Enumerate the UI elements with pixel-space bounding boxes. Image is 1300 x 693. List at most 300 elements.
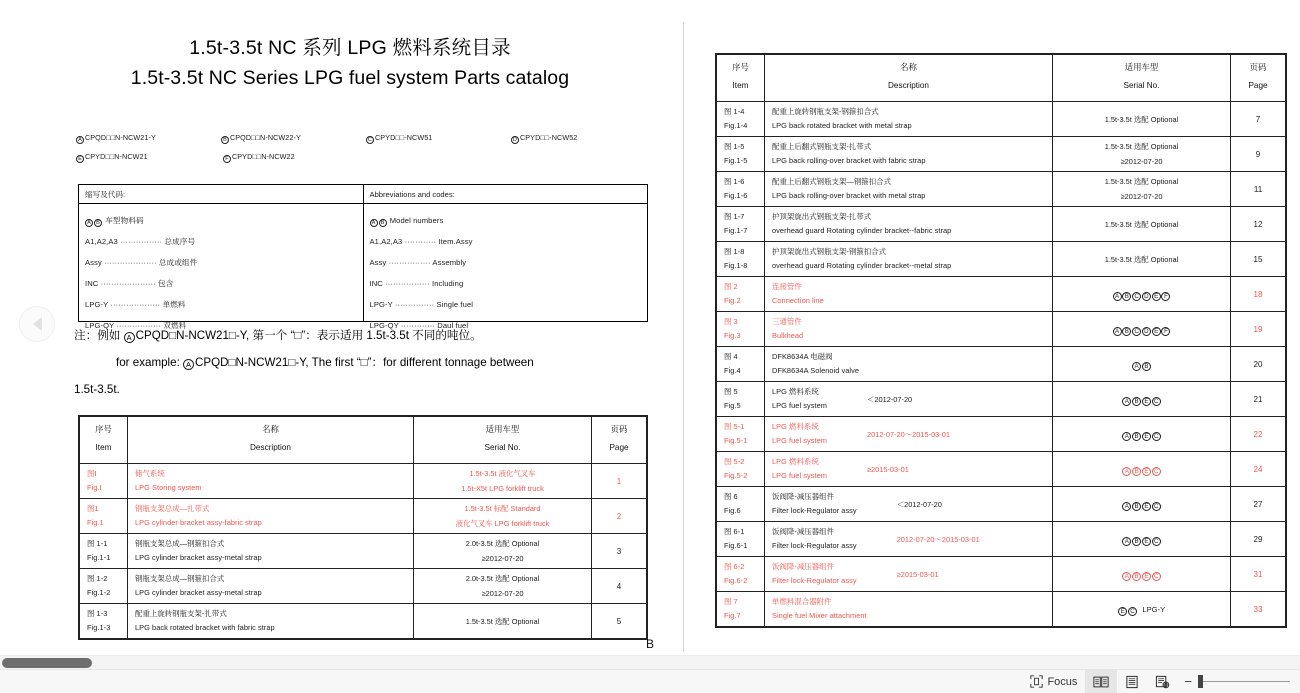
cell-serial-no bbox=[414, 604, 592, 639]
description-en: overhead guard Rotating cylinder bracket--metal strap bbox=[772, 261, 952, 270]
circled-letter-c-icon: C bbox=[1152, 502, 1161, 511]
cell-page-number: 24 bbox=[1231, 452, 1286, 487]
item-cn: 图Ⅰ bbox=[87, 469, 97, 478]
cell-serial-no bbox=[414, 569, 592, 604]
column-header-cn: 适用车型 bbox=[1124, 61, 1159, 72]
print-layout-button[interactable] bbox=[1117, 670, 1147, 693]
model-code-item bbox=[76, 152, 223, 163]
item-cn: 图 5-1 bbox=[724, 422, 745, 431]
model-code-item bbox=[223, 152, 370, 163]
item-en: Fig.1-1 bbox=[87, 553, 111, 562]
cell-serial-no bbox=[414, 534, 592, 569]
serial-circled-letters bbox=[1053, 497, 1230, 512]
note-line2-prefix: for example: bbox=[116, 356, 184, 369]
cell-page-number: 9 bbox=[1231, 137, 1286, 172]
cell-description bbox=[128, 604, 414, 639]
note-block bbox=[74, 322, 654, 403]
cell-item bbox=[717, 172, 765, 207]
web-layout-button[interactable] bbox=[1147, 670, 1178, 693]
description-en: LPG fuel system bbox=[772, 401, 827, 410]
catalog-table bbox=[79, 416, 647, 639]
description-en: LPG cylinder bracket assy-fabric strap bbox=[135, 518, 262, 527]
circled-letter-c-icon: C bbox=[1132, 292, 1141, 301]
serial-circled-letters bbox=[1053, 427, 1230, 442]
cell-page-number: 33 bbox=[1231, 592, 1286, 627]
cell-description bbox=[765, 382, 1053, 417]
description-cn: 配重上后翻式钢瓶支架-扎带式 bbox=[772, 142, 872, 151]
cell-serial-no bbox=[1053, 172, 1231, 207]
model-code-text: CPYD□□N-NCW22 bbox=[232, 152, 295, 161]
note-line2-text: CPQD□N-NCW21□-Y, The first “□”：for different tonnage between bbox=[195, 356, 534, 369]
cell-page-number: 22 bbox=[1231, 417, 1286, 452]
cell-item bbox=[717, 242, 765, 277]
cell-page-number: 18 bbox=[1231, 277, 1286, 312]
abbrev-header-cn: 缩写及代码: bbox=[79, 185, 363, 204]
cell-page-number: 5 bbox=[592, 604, 647, 639]
table-row bbox=[717, 137, 1286, 172]
serial-line-1: 2.0t-3.5t 选配 Optional bbox=[465, 574, 540, 583]
serial-line-1: 1.5t-3.5t 选配 Optional bbox=[1104, 219, 1179, 229]
circled-letter-c-icon: C bbox=[1152, 537, 1161, 546]
read-mode-button[interactable] bbox=[1085, 670, 1117, 693]
column-header-en: Item bbox=[95, 442, 112, 452]
model-code-row bbox=[76, 152, 656, 171]
circled-letter-f-icon: F bbox=[223, 155, 231, 163]
cell-serial-no bbox=[414, 464, 592, 499]
focus-icon bbox=[1030, 675, 1043, 688]
circled-letter-a-icon-2: A bbox=[183, 359, 194, 370]
item-cn: 图 6-1 bbox=[724, 527, 745, 536]
cell-page-number: 19 bbox=[1231, 312, 1286, 347]
cell-item bbox=[80, 464, 128, 499]
item-cn: 图 6 bbox=[724, 492, 738, 501]
item-en: Fig.1-2 bbox=[87, 588, 111, 597]
description-cn: 连接管件 bbox=[772, 282, 802, 291]
description-en: Filter lock-Regulator assy bbox=[772, 541, 857, 550]
item-en: Fig.5-2 bbox=[724, 471, 748, 480]
table-row bbox=[717, 242, 1286, 277]
description-date-range: ＜2012-07-20 bbox=[866, 394, 913, 404]
description-en: LPG Storing system bbox=[135, 483, 202, 492]
cell-item bbox=[717, 312, 765, 347]
circled-letter-e-icon: E bbox=[1152, 327, 1161, 336]
item-en: Fig.4 bbox=[724, 366, 741, 375]
description-date-range: 2012-07-20～2015-03-01 bbox=[866, 429, 950, 439]
table-row bbox=[717, 347, 1286, 382]
description-cn: LPG 燃料系统 bbox=[772, 422, 819, 431]
catalog-title bbox=[60, 33, 640, 93]
cell-description bbox=[765, 487, 1053, 522]
focus-label: Focus bbox=[1047, 675, 1078, 688]
item-cn: 图 1-5 bbox=[724, 142, 745, 151]
circled-letter-c-icon: C bbox=[367, 137, 373, 143]
cell-description bbox=[765, 102, 1053, 137]
description-date-range: ≥2015-03-01 bbox=[866, 464, 909, 474]
table-row bbox=[717, 312, 1286, 347]
circled-letter-e-icon: E bbox=[1142, 572, 1151, 581]
column-header-en: Description bbox=[888, 80, 929, 90]
serial-line-2: ≥2012-07-20 bbox=[1120, 157, 1163, 166]
item-en: Fig.1-7 bbox=[724, 226, 748, 235]
cell-serial-no bbox=[1053, 417, 1231, 452]
abbreviations-column-en bbox=[364, 185, 648, 330]
circled-letter-a-icon: A bbox=[1122, 397, 1131, 406]
serial-line-2: ≥2012-07-20 bbox=[481, 554, 524, 563]
column-header-cn: 页码 bbox=[1249, 61, 1267, 72]
table-row bbox=[717, 207, 1286, 242]
description-en: Single fuel Mixer attachment bbox=[772, 611, 867, 620]
abbrev-line bbox=[370, 210, 648, 231]
cell-description bbox=[765, 207, 1053, 242]
note-line-1 bbox=[74, 322, 654, 349]
description-cn: 钢瓶支架总成—钢箍扣合式 bbox=[135, 539, 225, 548]
serial-line-1: 1.5t-3.5t 液化气叉车 bbox=[469, 469, 536, 478]
cell-item bbox=[717, 277, 765, 312]
circled-letter-a-icon: A bbox=[1122, 467, 1131, 476]
abbreviations-table bbox=[78, 184, 648, 330]
description-cn: 护顶架旋出式钢瓶支架-钢箍扣合式 bbox=[772, 247, 887, 256]
description-cn: DFK8634A 电磁阀 bbox=[772, 352, 833, 361]
item-cn: 图 2 bbox=[724, 282, 738, 291]
serial-suffix: LPG-Y bbox=[1142, 604, 1166, 614]
cell-serial-no bbox=[1053, 592, 1231, 627]
item-cn: 图 1-4 bbox=[724, 107, 745, 116]
circled-letter-a-icon: A bbox=[1122, 537, 1131, 546]
table-row bbox=[717, 487, 1286, 522]
item-en: Fig.7 bbox=[724, 611, 741, 620]
cell-page-number: 27 bbox=[1231, 487, 1286, 522]
cell-serial-no bbox=[1053, 522, 1231, 557]
item-cn: 图 3 bbox=[724, 317, 738, 326]
item-en: Fig.5-1 bbox=[724, 436, 748, 445]
cell-description bbox=[765, 417, 1053, 452]
cell-item bbox=[717, 417, 765, 452]
circled-letter-e-icon: E bbox=[1142, 432, 1151, 441]
cell-description bbox=[128, 499, 414, 534]
description-cn: 饭阀降-减压器组件 bbox=[772, 492, 835, 501]
item-en: Fig.1 bbox=[87, 518, 104, 527]
serial-line-2: 1.5t-X5t LPG forklift truck bbox=[461, 484, 544, 493]
item-en: Fig.6 bbox=[724, 506, 741, 515]
serial-line-2: ≥2012-07-20 bbox=[481, 589, 524, 598]
cell-description bbox=[128, 464, 414, 499]
cell-page-number: 3 bbox=[592, 534, 647, 569]
abbreviations-column-cn bbox=[79, 185, 364, 330]
catalog-table-left bbox=[78, 415, 648, 640]
circled-letter-b-icon: B bbox=[94, 219, 102, 227]
model-code-row bbox=[76, 133, 656, 152]
table-row bbox=[80, 534, 647, 569]
column-header-description bbox=[765, 55, 1053, 102]
cell-description bbox=[128, 534, 414, 569]
circled-letter-e-icon: E bbox=[1142, 397, 1151, 406]
item-en: Fig.2 bbox=[724, 296, 741, 305]
description-cn: 三通管件 bbox=[772, 317, 802, 326]
serial-line-1: 1.5t-3.5t 选配 Optional bbox=[1104, 177, 1179, 186]
column-header-item bbox=[717, 55, 765, 102]
web-layout-icon bbox=[1155, 675, 1170, 689]
table-header-row bbox=[80, 417, 647, 464]
description-cn: 单燃料混合器附件 bbox=[772, 597, 832, 606]
column-header-serial-no bbox=[414, 417, 592, 464]
serial-line-1: 1.5t-3.5t 标配 Standard bbox=[464, 504, 541, 513]
cell-serial-no bbox=[1053, 277, 1231, 312]
circled-letter-a-icon: A bbox=[370, 219, 378, 227]
serial-line-1: 1.5t-3.5t 选配 Optional bbox=[1104, 114, 1179, 124]
table-row bbox=[80, 499, 647, 534]
model-code-text: CPQD□□N-NCW21-Y bbox=[85, 133, 156, 142]
cell-item bbox=[80, 569, 128, 604]
cell-item bbox=[717, 382, 765, 417]
model-code-item bbox=[511, 133, 656, 144]
serial-circled-letters bbox=[1053, 322, 1230, 337]
circled-letter-c-icon: C bbox=[1152, 572, 1161, 581]
item-cn: 图 1-6 bbox=[724, 177, 745, 186]
circled-letter-b-icon: B bbox=[379, 219, 387, 227]
description-cn: LPG 燃料系统 bbox=[772, 387, 819, 396]
cell-description bbox=[765, 452, 1053, 487]
serial-line-1: 1.5t-3.5t 选配 Optional bbox=[1104, 142, 1179, 151]
column-header-serial-no bbox=[1053, 55, 1231, 102]
serial-line-2: ≥2012-07-20 bbox=[1120, 192, 1163, 201]
item-en: Fig.1-3 bbox=[87, 623, 111, 632]
description-cn: 饭阀降-减压器组件 bbox=[772, 562, 835, 571]
circled-letter-f-icon: F bbox=[1161, 292, 1170, 301]
page-number-label: B bbox=[645, 637, 654, 651]
item-cn: 图 1-1 bbox=[87, 539, 108, 548]
abbrev-header-en: Abbreviations and codes: bbox=[364, 185, 648, 204]
circled-letter-a-icon: A bbox=[1113, 292, 1122, 301]
cell-item bbox=[717, 557, 765, 592]
description-en: Connection line bbox=[772, 296, 824, 305]
table-row bbox=[717, 417, 1286, 452]
circled-letter-b-icon: B bbox=[1142, 362, 1151, 371]
table-row bbox=[717, 172, 1286, 207]
serial-circled-letters bbox=[1053, 287, 1230, 302]
cell-description bbox=[765, 312, 1053, 347]
model-code-text: CPYD□□-NCW51 bbox=[375, 133, 433, 142]
cell-page-number: 15 bbox=[1231, 242, 1286, 277]
description-date-range: ＜2012-07-20 bbox=[896, 499, 942, 509]
circled-letter-b-icon: B bbox=[1132, 467, 1141, 476]
abbrev-line: A1,A2,A3 ············ Item.Assy bbox=[369, 237, 473, 246]
cell-page-number: 2 bbox=[592, 499, 647, 534]
note-line-2 bbox=[74, 349, 654, 376]
description-cn: 配重上后翻式钢瓶支架—钢箍扣合式 bbox=[772, 177, 892, 186]
column-header-item bbox=[80, 417, 128, 464]
description-cn: 配重上旋转钢瓶支架-扎带式 bbox=[135, 609, 227, 618]
circled-letter-b-icon: B bbox=[1132, 397, 1141, 406]
circled-letter-c-icon: C bbox=[1132, 327, 1141, 336]
column-header-en: Description bbox=[250, 442, 291, 452]
cell-item bbox=[717, 347, 765, 382]
circled-letter-e-icon: E bbox=[1118, 607, 1127, 616]
cell-page-number: 21 bbox=[1231, 382, 1286, 417]
cell-page-number: 29 bbox=[1231, 522, 1286, 557]
description-en: LPG back rolling-over bracket with metal strap bbox=[772, 191, 926, 200]
description-cn: 钢瓶支架总成—扎带式 bbox=[135, 504, 210, 513]
cell-description bbox=[765, 557, 1053, 592]
item-en: Fig.Ⅰ bbox=[87, 483, 102, 492]
serial-circled-letters bbox=[1053, 462, 1230, 477]
item-cn: 图 1-2 bbox=[87, 574, 108, 583]
description-cn: 储气系统 bbox=[135, 469, 165, 478]
print-layout-icon bbox=[1125, 675, 1139, 689]
cell-item bbox=[717, 592, 765, 627]
circled-letter-b-icon: B bbox=[1132, 432, 1141, 441]
cell-serial-no bbox=[1053, 242, 1231, 277]
item-en: Fig.1-5 bbox=[724, 156, 748, 165]
title-chinese: 1.5t-3.5t NC 系列 LPG 燃料系统目录 bbox=[189, 37, 511, 59]
circled-letter-a-icon: A bbox=[1132, 362, 1141, 371]
horizontal-scrollbar[interactable] bbox=[0, 655, 1300, 669]
description-date-range: ≥2015-03-01 bbox=[896, 569, 939, 579]
model-code-text: CPQD□□N-NCW22-Y bbox=[230, 133, 301, 142]
cell-serial-no bbox=[1053, 557, 1231, 592]
description-en: overhead guard Rotating cylinder bracket--fabric strap bbox=[772, 226, 952, 235]
abbrev-line: LPG-QY ················· 双燃料 bbox=[85, 321, 187, 330]
cell-page-number: 12 bbox=[1231, 207, 1286, 242]
serial-circled-letters bbox=[1053, 532, 1230, 547]
focus-button[interactable] bbox=[1022, 670, 1085, 693]
zoom-slider-track[interactable] bbox=[1198, 681, 1290, 682]
circled-letter-e-icon: E bbox=[1142, 502, 1151, 511]
description-en: LPG back rolling-over bracket with fabric strap bbox=[772, 156, 926, 165]
column-header-cn: 页码 bbox=[610, 423, 628, 434]
abbrev-line: A1,A2,A3 ················ 总成序号 bbox=[85, 237, 196, 246]
cell-serial-no bbox=[1053, 382, 1231, 417]
serial-circled-letters bbox=[1053, 567, 1230, 582]
serial-circled-letters bbox=[1053, 602, 1230, 617]
circled-letter-a-icon: A bbox=[1122, 572, 1131, 581]
serial-line-2: 液化气叉车 LPG forklift truck bbox=[455, 519, 550, 528]
description-en: LPG cylinder bracket assy-metal strap bbox=[135, 588, 262, 597]
cell-item bbox=[80, 604, 128, 639]
item-cn: 图 5 bbox=[724, 387, 738, 396]
cell-page-number: 4 bbox=[592, 569, 647, 604]
cell-serial-no bbox=[1053, 452, 1231, 487]
circled-letter-b-icon: B bbox=[1132, 572, 1141, 581]
table-row bbox=[717, 592, 1286, 627]
description-en: DFK8634A Solenoid valve bbox=[772, 366, 860, 375]
abbrev-line: LPG-Y ··············· Single fuel bbox=[369, 300, 474, 309]
column-header-page bbox=[592, 417, 647, 464]
cell-serial-no bbox=[1053, 347, 1231, 382]
item-en: Fig.3 bbox=[724, 331, 741, 340]
cell-item bbox=[717, 487, 765, 522]
column-header-en: Serial No. bbox=[484, 442, 521, 452]
circled-letter-b-icon: B bbox=[1122, 292, 1131, 301]
cell-serial-no bbox=[1053, 487, 1231, 522]
cell-item bbox=[717, 452, 765, 487]
circled-letter-b-icon: B bbox=[221, 136, 229, 144]
table-row bbox=[717, 382, 1286, 417]
description-en: Filter lock-Regulator assy bbox=[772, 506, 857, 515]
item-cn: 图 1-7 bbox=[724, 212, 745, 221]
description-en: LPG cylinder bracket assy-metal strap bbox=[135, 553, 262, 562]
circled-letter-d-icon: D bbox=[512, 137, 518, 143]
cell-item bbox=[717, 522, 765, 557]
item-cn: 图 7 bbox=[724, 597, 738, 606]
column-header-en: Page bbox=[609, 442, 629, 452]
item-en: Fig.6-2 bbox=[724, 576, 748, 585]
circled-letter-e-icon: E bbox=[1152, 292, 1161, 301]
item-cn: 图1 bbox=[87, 504, 99, 513]
cell-description bbox=[765, 522, 1053, 557]
model-code-item bbox=[221, 133, 366, 144]
description-en: LPG back rotated bracket with fabric strap bbox=[135, 623, 275, 632]
cell-page-number: 20 bbox=[1231, 347, 1286, 382]
cell-page-number: 7 bbox=[1231, 102, 1286, 137]
circled-letter-d-icon: D bbox=[1142, 292, 1151, 301]
item-en: Fig.1-8 bbox=[724, 261, 748, 270]
abbrev-line bbox=[85, 210, 363, 231]
description-en: LPG fuel system bbox=[772, 436, 827, 445]
serial-line-1: 1.5t-3.5t 选配 Optional bbox=[1104, 254, 1179, 264]
serial-circled-letters bbox=[1053, 357, 1230, 372]
column-header-cn: 适用车型 bbox=[485, 423, 520, 434]
model-codes-list bbox=[76, 133, 656, 171]
description-en: LPG fuel system bbox=[772, 471, 827, 480]
circled-letter-a-icon: A bbox=[124, 332, 135, 343]
table-row bbox=[717, 102, 1286, 137]
abbrev-line: LPG-Y ··················· 单燃料 bbox=[85, 300, 186, 309]
zoom-out-button[interactable]: − bbox=[1184, 674, 1192, 689]
cell-serial-no bbox=[1053, 312, 1231, 347]
description-cn: 钢瓶支架总成—钢箍扣合式 bbox=[135, 574, 225, 583]
table-row bbox=[717, 557, 1286, 592]
cell-description bbox=[765, 172, 1053, 207]
cell-description bbox=[765, 137, 1053, 172]
column-header-en: Page bbox=[1248, 80, 1268, 90]
title-english: 1.5t-3.5t NC Series LPG fuel system Parts catalog bbox=[130, 67, 570, 89]
circled-letter-e-icon: E bbox=[76, 155, 84, 163]
circled-letter-e-icon: E bbox=[1142, 467, 1151, 476]
abbrev-line: INC ················· Including bbox=[369, 279, 464, 288]
catalog-table-right bbox=[715, 53, 1287, 628]
table-header-row bbox=[717, 55, 1286, 102]
column-header-en: Serial No. bbox=[1123, 80, 1160, 90]
item-en: Fig.5 bbox=[724, 401, 741, 410]
model-code-item bbox=[76, 133, 221, 144]
circled-letter-a-icon: A bbox=[1113, 327, 1122, 336]
zoom-control[interactable] bbox=[1178, 675, 1300, 688]
circled-letter-a-icon: A bbox=[1122, 502, 1131, 511]
note-line-3: 1.5t-3.5t. bbox=[74, 383, 120, 396]
item-en: Fig.6-1 bbox=[724, 541, 748, 550]
item-en: Fig.1-4 bbox=[724, 121, 748, 130]
horizontal-scrollbar-thumb[interactable] bbox=[2, 658, 92, 668]
zoom-slider-handle[interactable] bbox=[1198, 675, 1203, 688]
circled-letter-a-icon: A bbox=[85, 219, 93, 227]
note-line1-text: CPQD□N-NCW21□-Y, 第一个 “□”：表示适用 1.5t-3.5t 不同的吨位。 bbox=[135, 329, 482, 342]
page-divider bbox=[683, 22, 684, 652]
cell-item bbox=[717, 102, 765, 137]
cell-description bbox=[765, 347, 1053, 382]
item-cn: 图 1-3 bbox=[87, 609, 108, 618]
status-bar bbox=[0, 669, 1300, 693]
cell-serial-no bbox=[1053, 137, 1231, 172]
table-row bbox=[80, 604, 647, 639]
description-en: Bulkhead bbox=[772, 331, 804, 340]
circled-letter-b-icon: B bbox=[1132, 537, 1141, 546]
table-row bbox=[717, 277, 1286, 312]
cell-description bbox=[765, 242, 1053, 277]
circled-letter-c-icon: C bbox=[1152, 397, 1161, 406]
abbrev-line: Assy ················ Assembly bbox=[369, 258, 467, 267]
abbrev-body-cn bbox=[79, 204, 363, 336]
item-cn: 图 6-2 bbox=[724, 562, 745, 571]
